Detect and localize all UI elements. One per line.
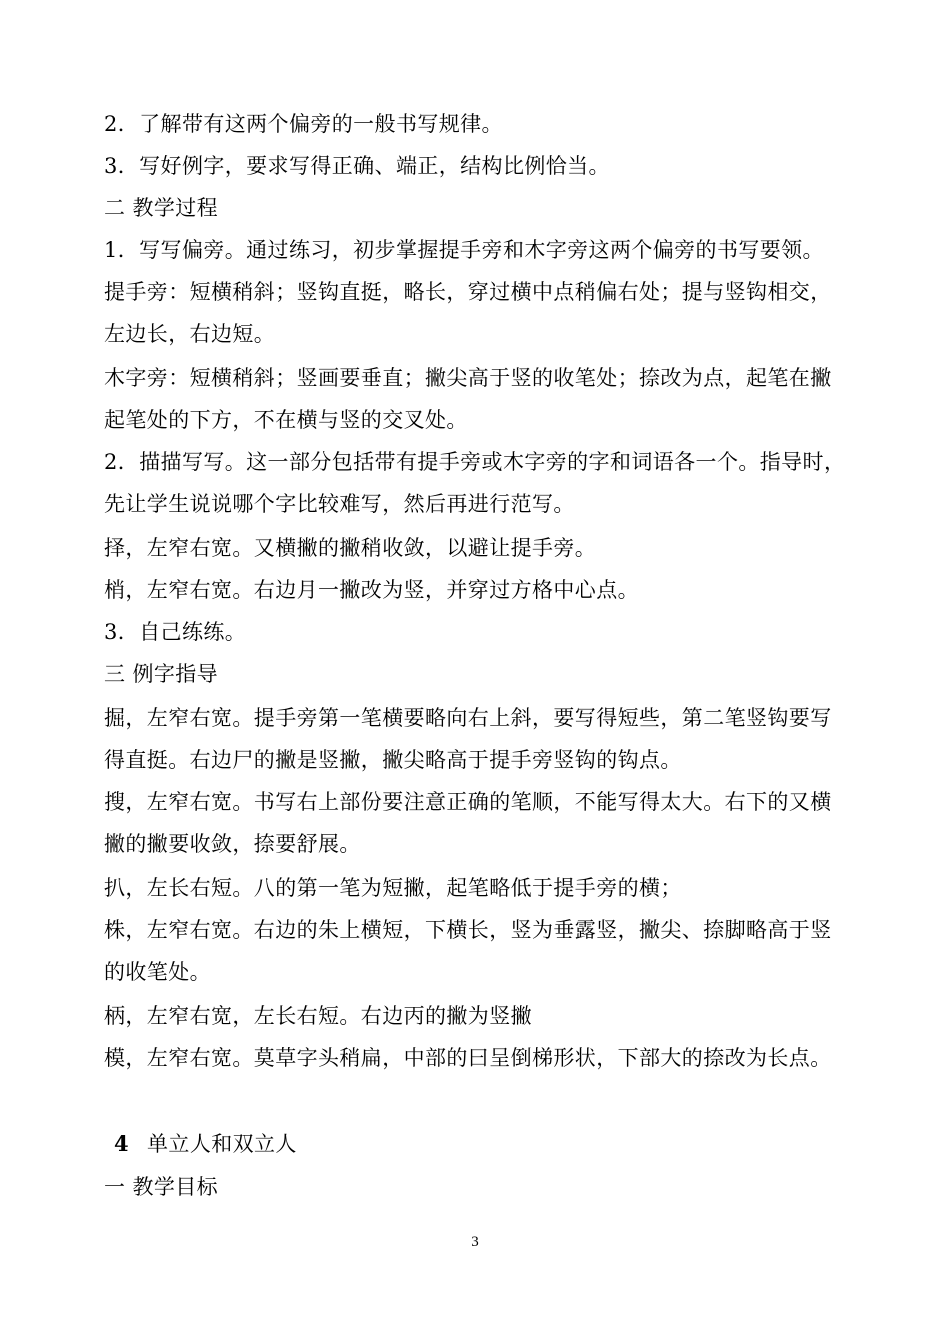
text-line: 1．写写偏旁。通过练习，初步掌握提手旁和木字旁这两个偏旁的书写要领。: [104, 238, 824, 262]
section-heading: 二 教学过程: [104, 196, 219, 220]
text-line: 的收笔处。: [104, 960, 211, 984]
text-line: 起笔处的下方，不在横与竖的交叉处。: [104, 408, 468, 432]
text-line: 2．描描写写。这一部分包括带有提手旁或木字旁的字和词语各一个。指导时，: [104, 450, 846, 474]
text-line: 撇的撇要收敛，捺要舒展。: [104, 832, 361, 856]
text-line: 搜，左窄右宽。书写右上部份要注意正确的笔顺，不能写得太大。右下的又横: [104, 790, 832, 814]
text-line: 扒，左长右短。八的第一笔为短撇，起笔略低于提手旁的横；: [104, 876, 682, 900]
text-line: 提手旁：短横稍斜；竖钩直挺，略长，穿过横中点稍偏右处；提与竖钩相交，: [104, 280, 832, 304]
text-line: 先让学生说说哪个字比较难写，然后再进行范写。: [104, 492, 575, 516]
text-line: 2．了解带有这两个偏旁的一般书写规律。: [104, 112, 503, 136]
text-line: 得直挺。右边尸的撇是竖撇，撇尖略高于提手旁竖钩的钩点。: [104, 748, 682, 772]
section-heading: 一 教学目标: [104, 1175, 219, 1199]
text-line: 株，左窄右宽。右边的朱上横短，下横长，竖为垂露竖，撇尖、捺脚略高于竖: [104, 918, 832, 942]
text-line: 3．自己练练。: [104, 620, 247, 644]
page-number: 3: [471, 1234, 479, 1250]
lesson-heading: [114, 1130, 297, 1158]
text-line: 左边长，右边短。: [104, 322, 276, 346]
text-line: 木字旁：短横稍斜；竖画要垂直；撇尖高于竖的收笔处；捺改为点，起笔在撇: [104, 366, 832, 390]
text-line: 梢，左窄右宽。右边月一撇改为竖，并穿过方格中心点。: [104, 578, 639, 602]
text-line: 模，左窄右宽。莫草字头稍扁，中部的曰呈倒梯形状，下部大的捺改为长点。: [104, 1046, 832, 1070]
text-line: 柄，左窄右宽，左长右短。右边丙的撇为竖撇: [104, 1004, 532, 1028]
lesson-number: 4: [114, 1131, 130, 1156]
section-heading: 三 例字指导: [104, 662, 219, 686]
text-line: 3．写好例字，要求写得正确、端正，结构比例恰当。: [104, 154, 610, 178]
text-line: 择，左窄右宽。又横撇的撇稍收敛，以避让提手旁。: [104, 536, 597, 560]
lesson-title: 单立人和双立人: [147, 1132, 297, 1156]
text-line: 掘，左窄右宽。提手旁第一笔横要略向右上斜，要写得短些，第二笔竖钩要写: [104, 706, 832, 730]
